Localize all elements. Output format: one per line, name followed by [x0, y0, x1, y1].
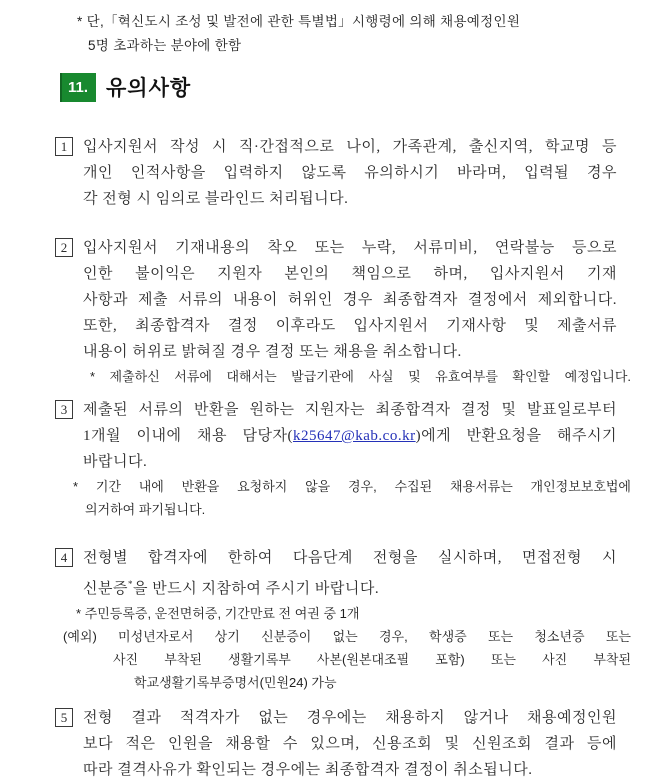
- body-line: 각 전형 시 임의로 블라인드 처리됩니다.: [83, 191, 349, 207]
- body-line: 내용이 허위로 밝혀질 경우 결정 또는 채용을 취소합니다.: [83, 344, 462, 360]
- body-line: 따라 결격사유가 확인되는 경우에는 최종합격자 결정이 취소됩니다.: [83, 762, 533, 778]
- notice-items: [55, 134, 631, 783]
- text-segment: 신분증: [83, 581, 128, 597]
- subnote-line: * 제출하신 서류에 대해서는 발급기관에 사실 및 유효여부를 확인할 예정입니다.: [90, 369, 631, 384]
- subnote-line: 사진 부착된 생활기록부 사본(원본대조필 포함) 또는 사진 부착된: [113, 652, 631, 667]
- item-number-box: 1: [55, 137, 73, 156]
- item-content: [83, 134, 617, 212]
- item-content: [83, 705, 617, 783]
- item-row: [55, 397, 631, 521]
- subnote-line: * 주민등록증, 운전면허증, 기간만료 전 여권 중 1개: [76, 606, 360, 621]
- subnote-line: 의거하여 파기됩니다.: [85, 502, 206, 517]
- section-title: 유의사항: [106, 77, 192, 100]
- subnotes: [73, 475, 631, 521]
- item-content: [63, 545, 631, 694]
- subnote-line: (예외) 미성년자로서 상기 신분증이 없는 경우, 학생증 또는 청소년증 또는: [63, 629, 631, 644]
- body-line: [83, 571, 617, 602]
- email-link[interactable]: k25647@kab.co.kr: [292, 428, 416, 444]
- text-segment: 을 반드시 지참하여 주시기 바랍니다.: [132, 581, 380, 597]
- body-line: 전형별 합격자에 한하여 다음단계 전형을 실시하며, 면접전형 시: [83, 550, 617, 566]
- body-line: 보다 적은 인원을 채용할 수 있으며, 신용조회 및 신원조회 결과 등에: [83, 736, 617, 752]
- section-header: [60, 72, 650, 102]
- body-line: 사항과 제출 서류의 내용이 허위인 경우 최종합격자 결정에서 제외합니다.: [83, 292, 617, 308]
- subnote-line: * 기간 내에 반환을 요청하지 않을 경우, 수집된 채용서류는 개인정보보호법에: [73, 479, 631, 494]
- body-line: 바랍니다.: [83, 454, 148, 470]
- section-number-badge: 11.: [60, 73, 96, 102]
- item-content: [73, 397, 631, 521]
- body-line: 입사지원서 기재내용의 착오 또는 누락, 서류미비, 연락불능 등으로: [83, 240, 617, 256]
- body-line: 또한, 최종합격자 결정 이후라도 입사지원서 기재사항 및 제출서류: [83, 318, 617, 334]
- item-number-box: 4: [55, 548, 73, 567]
- item-row: [55, 134, 617, 212]
- body-line: [83, 423, 617, 449]
- footnote-marker: *: [127, 579, 133, 589]
- body-line: 개인 인적사항을 입력하지 않도록 유의하시기 바라며, 입력될 경우: [83, 165, 617, 181]
- body-line: 인한 불이익은 지원자 본인의 책임으로 하며, 입사지원서 기재: [83, 266, 617, 282]
- subnotes: [63, 602, 631, 694]
- item-number-box: 2: [55, 238, 73, 257]
- subnote-line: 학교생활기록부증명서(민원24) 가능: [134, 675, 337, 690]
- top-footnote: [77, 10, 632, 58]
- item-content: [83, 235, 631, 388]
- body-line: 입사지원서 작성 시 직·간접적으로 나이, 가족관계, 출신지역, 학교명 등: [83, 139, 617, 155]
- item-row: [55, 705, 617, 783]
- top-footnote-line: 5명 초과하는 분야에 한함: [88, 38, 242, 53]
- item-number-box: 5: [55, 708, 73, 727]
- item-number-box: 3: [55, 400, 73, 419]
- body-line: 전형 결과 적격자가 없는 경우에는 채용하지 않거나 채용예정인원: [83, 710, 617, 726]
- text-segment: 1개월 이내에 채용 담당자(: [83, 428, 293, 444]
- subnotes: [83, 365, 631, 388]
- item-row: [55, 545, 631, 694]
- body-line: 제출된 서류의 반환을 원하는 지원자는 최종합격자 결정 및 발표일로부터: [83, 402, 617, 418]
- text-segment: )에게 반환요청을 해주시기: [415, 428, 617, 444]
- item-row: [55, 235, 631, 388]
- top-footnote-line: * 단,「혁신도시 조성 및 발전에 관한 특별법」시행령에 의해 채용예정인원: [77, 14, 521, 29]
